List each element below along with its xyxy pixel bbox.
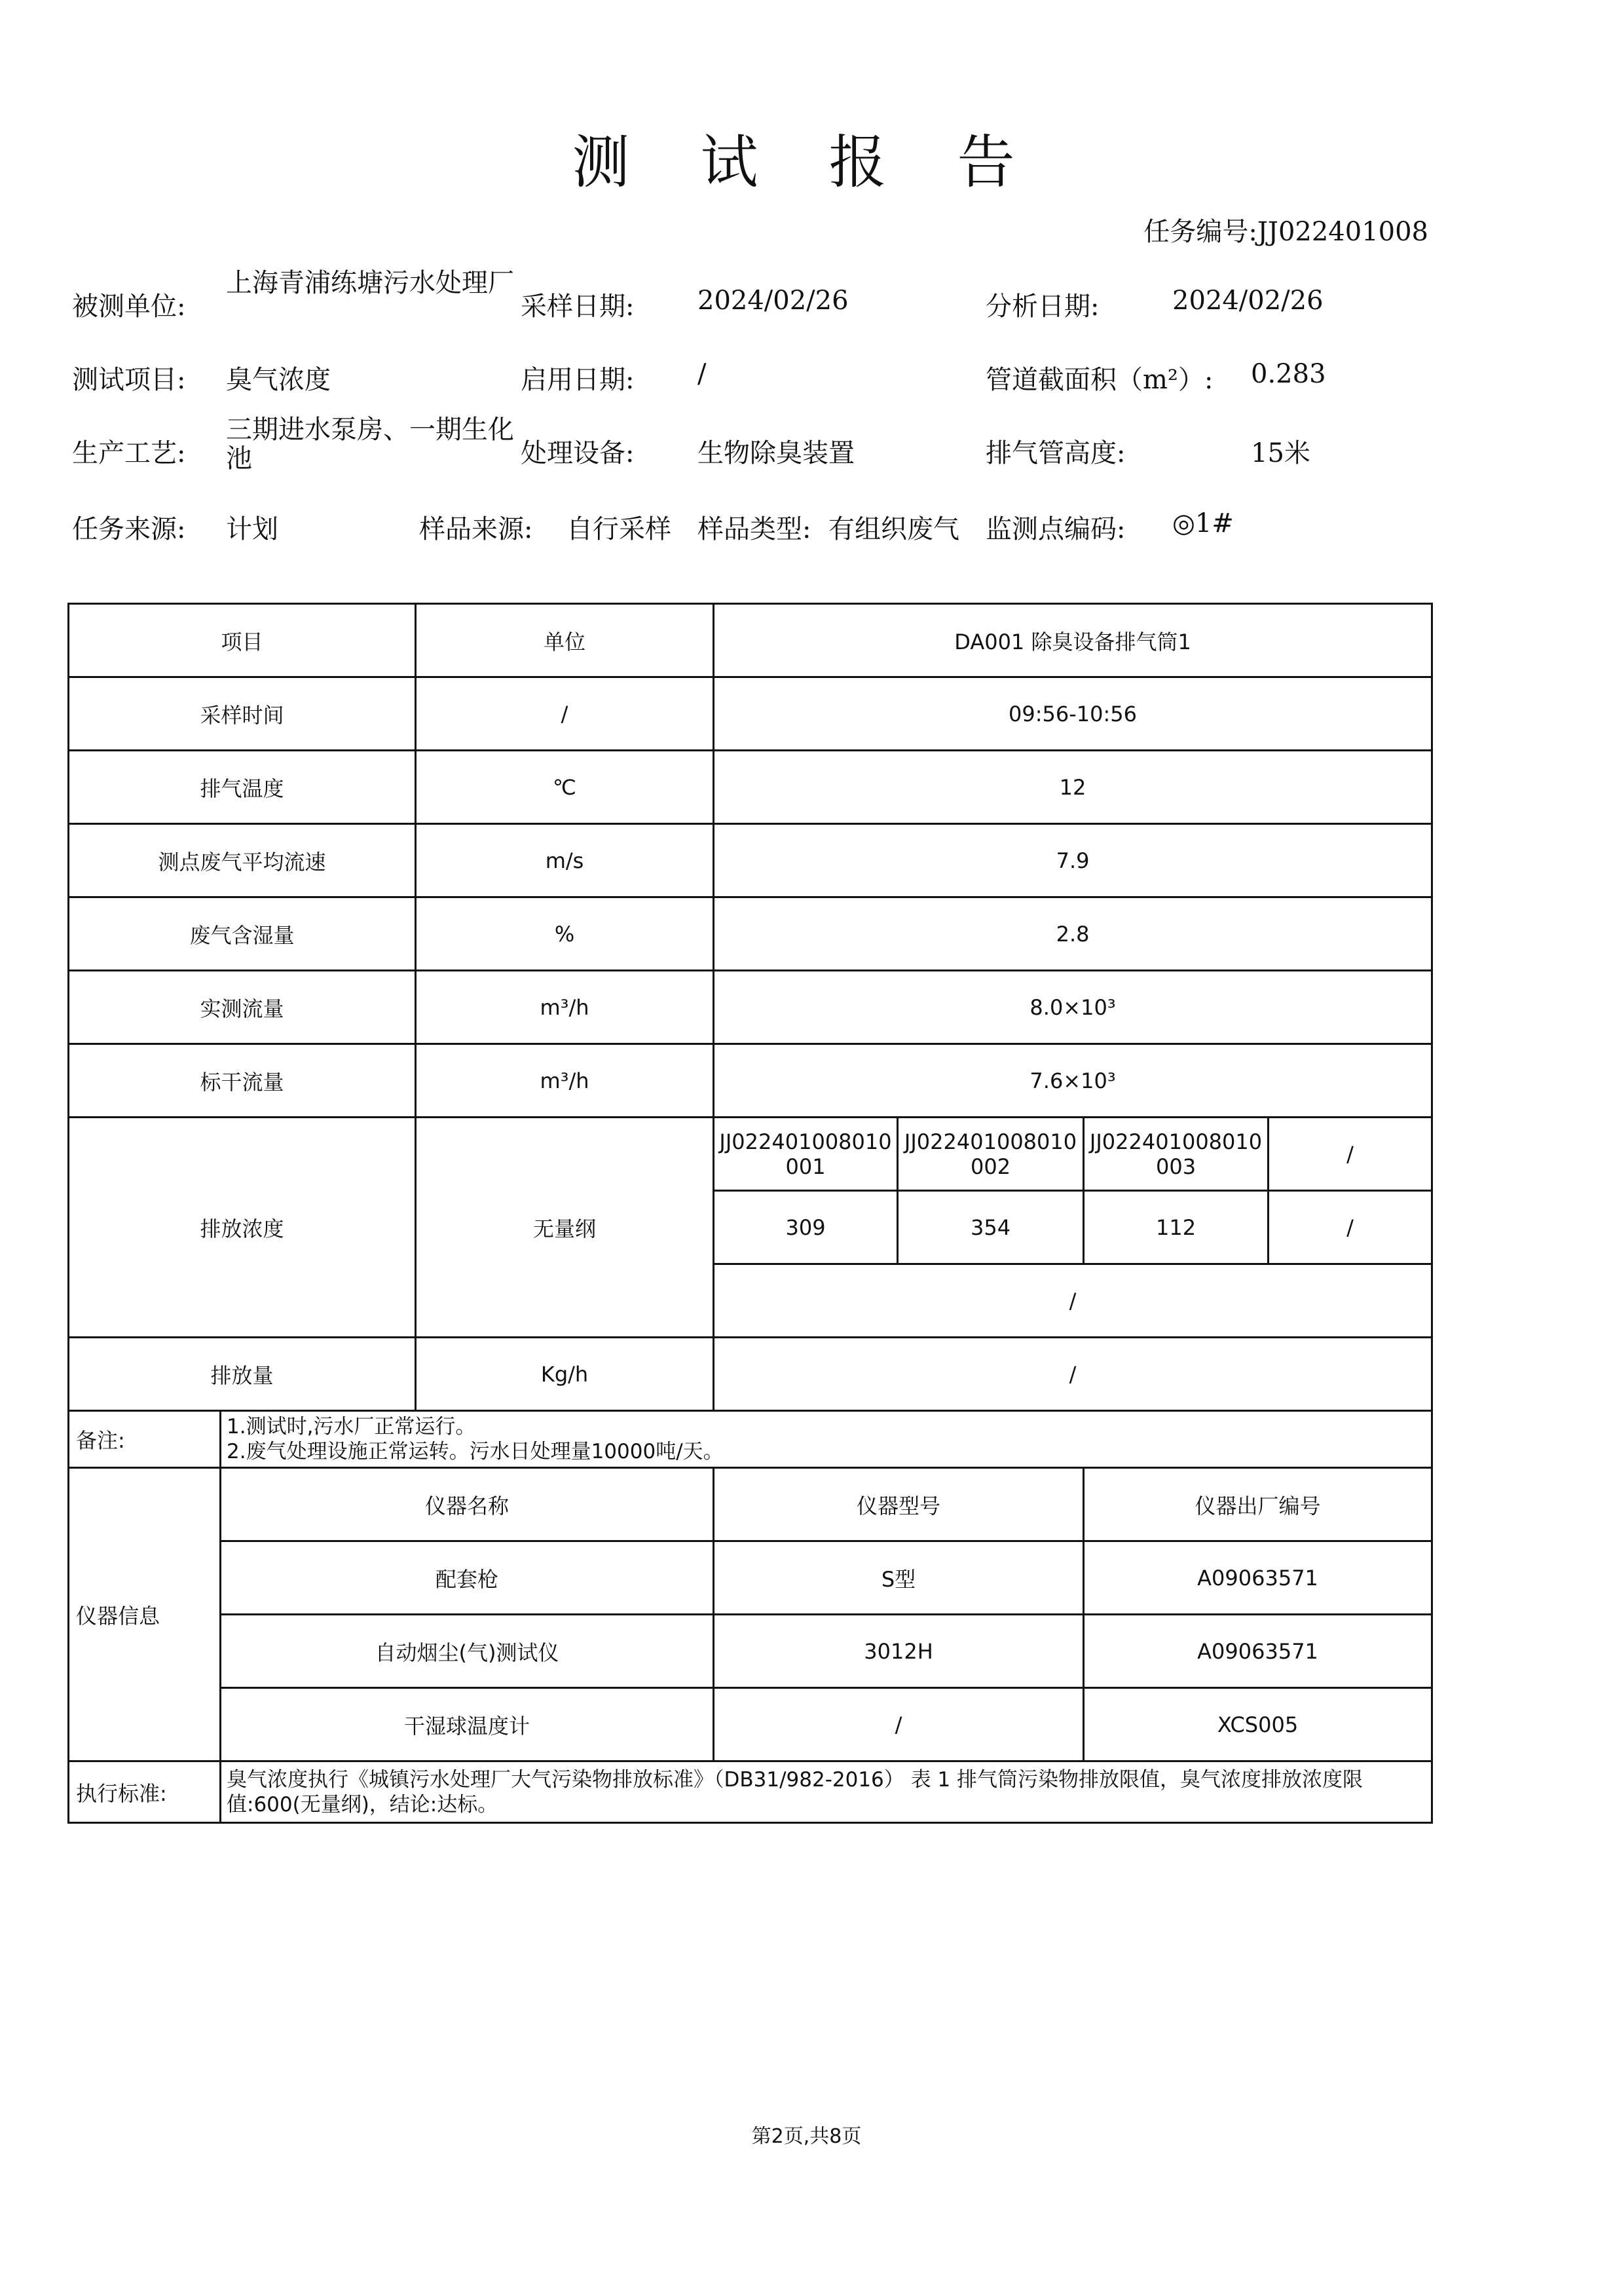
table-row: [69, 971, 1432, 1044]
instrument-serial: A09063571: [1084, 1541, 1432, 1615]
remarks-content: [221, 1411, 1432, 1468]
emission-rate-row: [69, 1338, 1432, 1411]
sample-id-3: JJ022401008010003: [1084, 1118, 1269, 1191]
row-item: 测点废气平均流速: [69, 824, 416, 897]
emission-conc-item: 排放浓度: [69, 1118, 416, 1338]
row-item: 标干流量: [69, 1044, 416, 1118]
instrument-model: /: [714, 1688, 1084, 1761]
emission-rate-unit: Kg/h: [416, 1338, 714, 1411]
sample-source-label: 样品来源:: [419, 514, 533, 544]
test-item-value: 臭气浓度: [226, 365, 331, 395]
instrument-serial: A09063571: [1084, 1615, 1432, 1688]
analysis-date-value: 2024/02/26: [1172, 286, 1324, 316]
pipe-area-value: 0.283: [1251, 359, 1326, 389]
stack-height-label: 排气管高度:: [986, 438, 1126, 468]
report-title: 测 试 报 告: [572, 128, 1041, 196]
row-item: 采样时间: [69, 677, 416, 751]
results-table: [67, 603, 1433, 1824]
instrument-serial-header: 仪器出厂编号: [1084, 1468, 1432, 1541]
conc-value-2: 354: [898, 1191, 1084, 1264]
emission-conc-unit: 无量纲: [416, 1118, 714, 1338]
row-value: 2.8: [714, 897, 1432, 971]
table-row: [69, 751, 1432, 824]
col-item-header: 项目: [69, 604, 416, 677]
conc-summary: /: [714, 1264, 1432, 1338]
table-header-row: [69, 604, 1432, 677]
row-item: 排气温度: [69, 751, 416, 824]
emission-rate-item: 排放量: [69, 1338, 416, 1411]
standard-row: [69, 1761, 1432, 1823]
monitor-point-label: 监测点编码:: [986, 514, 1126, 544]
instrument-name-header: 仪器名称: [221, 1468, 714, 1541]
enable-date-label: 启用日期:: [521, 365, 635, 395]
col-point-header: DA001 除臭设备排气筒1: [714, 604, 1432, 677]
row-value: 7.9: [714, 824, 1432, 897]
sample-type-label: 样品类型:: [697, 514, 811, 544]
instrument-serial: XCS005: [1084, 1688, 1432, 1761]
remark-line: 2.废气处理设施正常运转。污水日处理量10000吨/天。: [227, 1440, 724, 1463]
process-label: 生产工艺:: [72, 438, 186, 468]
instrument-name: 配套枪: [221, 1541, 714, 1615]
instrument-model: 3012H: [714, 1615, 1084, 1688]
table-row: [69, 897, 1432, 971]
equipment-value: 生物除臭装置: [697, 438, 855, 468]
instrument-name: 自动烟尘(气)测试仪: [221, 1615, 714, 1688]
instrument-row: [69, 1541, 1432, 1615]
instrument-name: 干湿球温度计: [221, 1688, 714, 1761]
table-row: [69, 1044, 1432, 1118]
row-value: 7.6×10³: [714, 1044, 1432, 1118]
equipment-label: 处理设备:: [521, 438, 635, 468]
row-unit: m/s: [416, 824, 714, 897]
row-unit: %: [416, 897, 714, 971]
row-unit: m³/h: [416, 971, 714, 1044]
tested-unit-label: 被测单位:: [72, 292, 186, 322]
table-row: [69, 824, 1432, 897]
enable-date-value: /: [697, 359, 707, 389]
instrument-label: 仪器信息: [69, 1468, 221, 1761]
standard-label: 执行标准:: [69, 1761, 221, 1823]
emission-rate-value: /: [714, 1338, 1432, 1411]
task-source-value: 计划: [226, 514, 278, 544]
sample-id-4: /: [1269, 1118, 1432, 1191]
stack-height-value: 15米: [1251, 438, 1310, 468]
task-number: 任务编号:JJ022401008: [1143, 217, 1428, 247]
sample-source-value: 自行采样: [566, 514, 671, 544]
sampling-date-label: 采样日期:: [521, 292, 635, 322]
sample-id-1: JJ022401008010001: [714, 1118, 898, 1191]
page-footer: 第2页,共8页: [751, 2125, 862, 2148]
row-unit: /: [416, 677, 714, 751]
sample-id-2: JJ022401008010002: [898, 1118, 1084, 1191]
sample-type-value: 有组织废气: [828, 514, 959, 544]
monitor-point-value: ◎1#: [1172, 508, 1234, 538]
conc-value-4: /: [1269, 1191, 1432, 1264]
row-item: 废气含湿量: [69, 897, 416, 971]
col-unit-header: 单位: [416, 604, 714, 677]
row-item: 实测流量: [69, 971, 416, 1044]
analysis-date-label: 分析日期:: [986, 292, 1100, 322]
sampling-date-value: 2024/02/26: [697, 286, 849, 316]
task-source-label: 任务来源:: [72, 514, 186, 544]
table-row: [69, 677, 1432, 751]
instrument-row: [69, 1615, 1432, 1688]
remark-line: 1.测试时,污水厂正常运行。: [227, 1415, 476, 1439]
row-unit: m³/h: [416, 1044, 714, 1118]
remarks-label: 备注:: [69, 1411, 221, 1468]
conc-value-1: 309: [714, 1191, 898, 1264]
row-value: 12: [714, 751, 1432, 824]
remarks-row: [69, 1411, 1432, 1468]
test-item-label: 测试项目:: [72, 365, 186, 395]
emission-conc-row: [69, 1118, 1432, 1191]
row-unit: ℃: [416, 751, 714, 824]
standard-text: 臭气浓度执行《城镇污水处理厂大气污染物排放标准》（DB31/982-2016） 表 1 排气筒污染物排放限值，臭气浓度排放浓度限值:600(无量纲)，结论:达标。: [221, 1761, 1432, 1823]
row-value: 09:56-10:56: [714, 677, 1432, 751]
row-value: 8.0×10³: [714, 971, 1432, 1044]
instrument-model-header: 仪器型号: [714, 1468, 1084, 1541]
process-value: 三期进水泵房、一期生化池: [226, 415, 514, 474]
instrument-row: [69, 1688, 1432, 1761]
instrument-header-row: [69, 1468, 1432, 1541]
pipe-area-label: 管道截面积（m²）:: [986, 365, 1214, 395]
conc-value-3: 112: [1084, 1191, 1269, 1264]
tested-unit-value: 上海青浦练塘污水处理厂: [226, 268, 514, 298]
instrument-model: S型: [714, 1541, 1084, 1615]
